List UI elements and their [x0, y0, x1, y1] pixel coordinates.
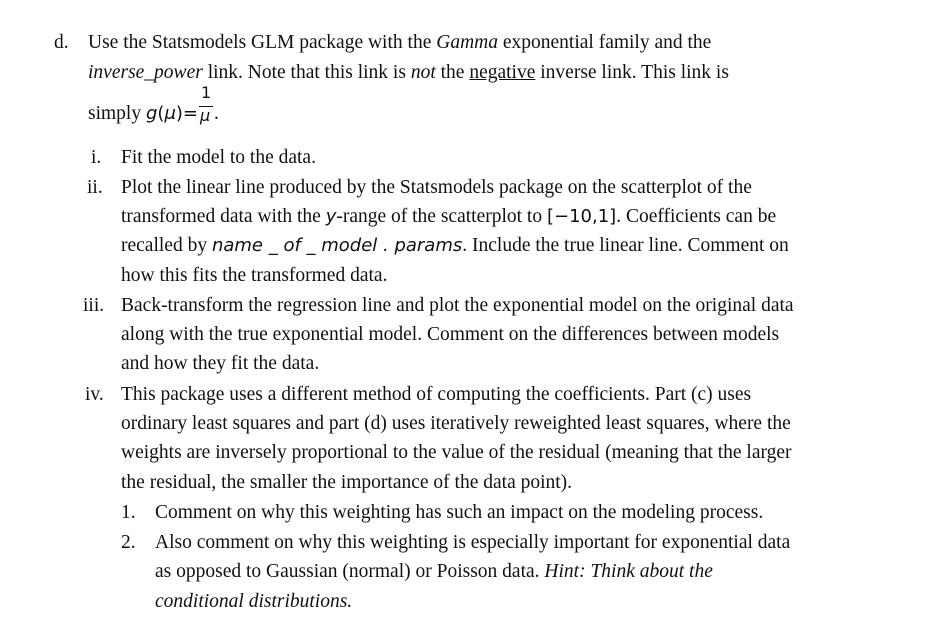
- item-ii-line-1: Plot the linear line produced by the Statsmodels package on the scatterplot of the: [121, 177, 752, 198]
- item-iv-line-4: the residual, the smaller the importance of the data point).: [121, 472, 573, 493]
- item-ii-line-2-b: -range of the scatterplot to: [336, 206, 547, 227]
- subitem-1-line-1: Comment on why this weighting has such an impact on the modeling process.: [155, 502, 764, 523]
- gamma-term: Gamma: [436, 32, 498, 53]
- part-line-2-c: inverse link. This link is: [535, 62, 729, 83]
- simply-text: simply: [88, 103, 146, 124]
- item-ii-line-2: [121, 202, 776, 231]
- item-i-label: i.: [91, 147, 102, 168]
- subitem-2-label: 2.: [121, 532, 136, 553]
- fraction-numerator: 1: [201, 82, 212, 102]
- mu-symbol: μ: [164, 103, 176, 124]
- params-expression: name _ of _ model . params: [211, 235, 463, 256]
- item-ii-line-2-a: transformed data with the: [121, 206, 326, 227]
- equals-sign: =: [182, 103, 199, 124]
- item-iv-line-3: weights are inversely proportional to the value of the residual (meaning that the larger: [121, 442, 792, 463]
- item-iv-line-1: This package uses a different method of computing the coefficients. Part (c) uses: [121, 384, 752, 405]
- item-ii-label: ii.: [87, 177, 103, 198]
- hint-text-continued: conditional distributions.: [155, 591, 353, 612]
- subitem-2-line-1: Also comment on why this weighting is especially important for exponential data: [155, 532, 791, 553]
- item-iii-label: iii.: [83, 295, 105, 316]
- item-iv-label: iv.: [85, 384, 104, 405]
- part-line-2-b: the: [435, 62, 470, 83]
- item-iii-line-3: and how they fit the data.: [121, 353, 320, 374]
- item-ii-line-3-b: . Include the true linear line. Comment on: [462, 235, 789, 256]
- part-line-2: [88, 58, 729, 87]
- subitem-2-line-2: [155, 557, 713, 586]
- inverse-power-term: inverse_power: [88, 62, 203, 83]
- part-line-1: [88, 28, 711, 57]
- period: .: [214, 103, 219, 124]
- negative-term: negative: [469, 62, 536, 83]
- subitem-2-line-2-a: as opposed to Gaussian (normal) or Poisson data.: [155, 561, 545, 582]
- g-symbol: g: [145, 103, 158, 124]
- item-i-line-1: Fit the model to the data.: [121, 147, 316, 168]
- item-ii-line-3: [121, 231, 789, 260]
- item-ii-line-2-c: . Coefficients can be: [616, 206, 777, 227]
- hint-text: Hint: Think about the: [544, 561, 713, 582]
- part-line-1-a: Use the Statsmodels GLM package with the: [88, 32, 437, 53]
- left-paren: (: [157, 103, 165, 124]
- not-term: not: [410, 62, 436, 83]
- fraction: [198, 82, 214, 128]
- item-iii-line-2: along with the true exponential model. Comment on the differences between models: [121, 324, 780, 345]
- right-paren: ): [175, 103, 183, 124]
- part-line-3: [88, 82, 219, 128]
- y-symbol: y: [325, 206, 337, 227]
- part-line-2-a: link. Note that this link is: [202, 62, 411, 83]
- part-line-1-b: exponential family and the: [497, 32, 712, 53]
- subitem-1-label: 1.: [121, 502, 136, 523]
- subitem-2-line-3: [155, 587, 352, 616]
- part-label: d.: [54, 32, 69, 53]
- item-ii-line-4: how this fits the transformed data.: [121, 265, 388, 286]
- y-range: [−10,1]: [546, 206, 617, 227]
- item-iv-line-2: ordinary least squares and part (d) uses iteratively reweighted least squares, where the: [121, 413, 791, 434]
- item-iii-line-1: Back-transform the regression line and plot the exponential model on the original data: [121, 295, 794, 316]
- fraction-denominator: μ: [200, 105, 211, 125]
- item-ii-line-3-a: recalled by: [121, 235, 212, 256]
